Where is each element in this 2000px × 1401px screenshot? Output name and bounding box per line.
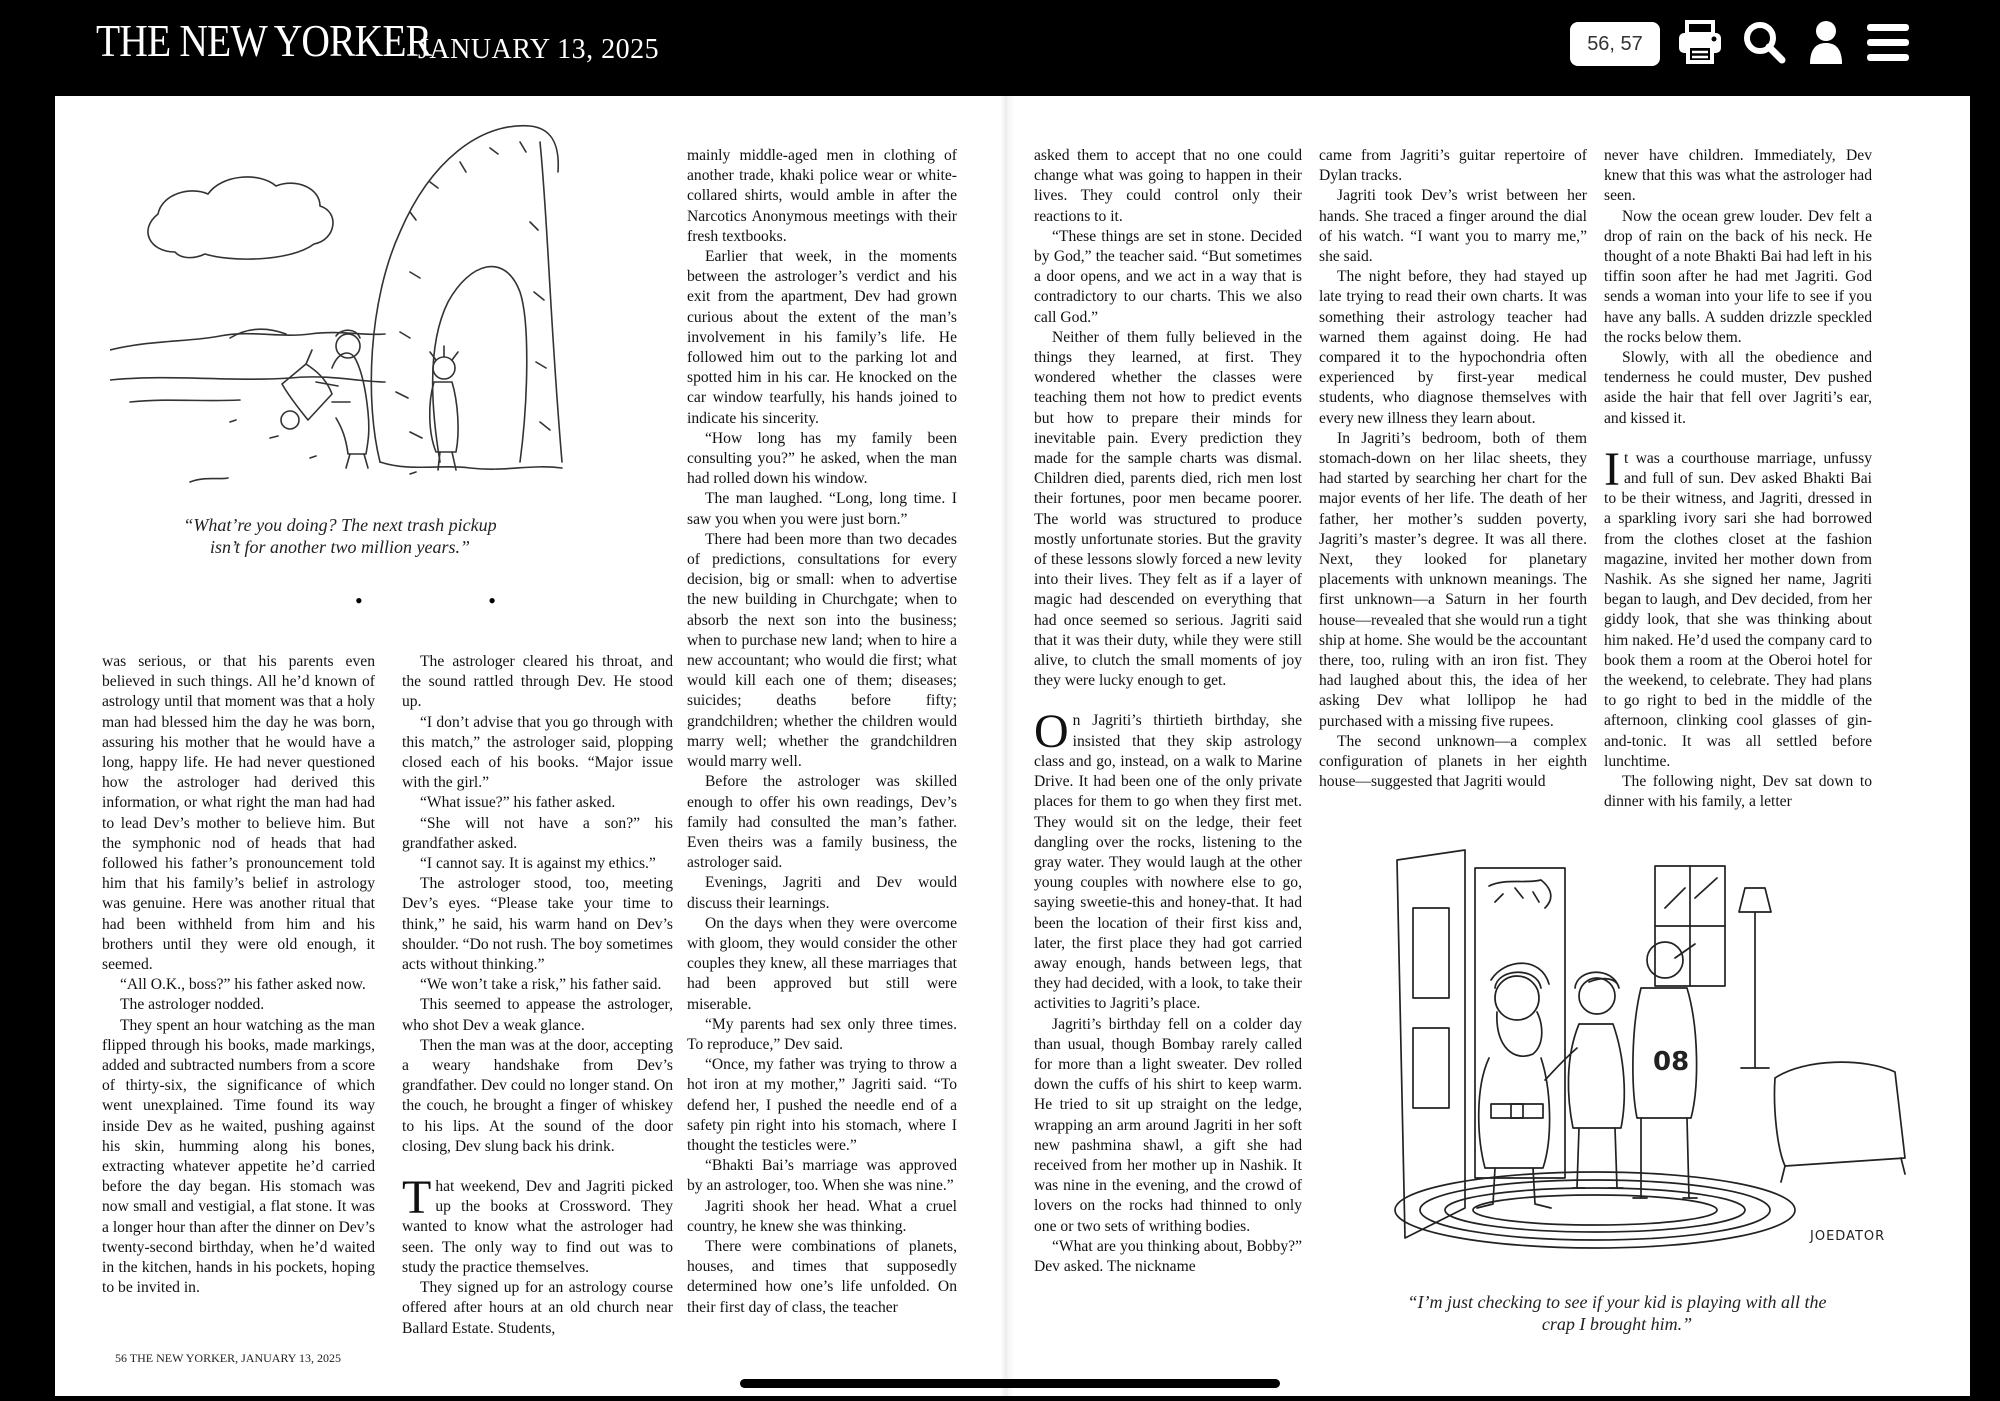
paragraph: asked them to accept that no one could change what was going to happen in their lives. They could control only their reactions to it. xyxy=(1034,147,1302,225)
paragraph: came from Jagriti’s guitar repertoire of Dylan tracks. xyxy=(1319,147,1587,185)
paragraph: Evenings, Jagriti and Dev would discuss their learnings. xyxy=(687,874,957,912)
paragraph: “I don’t advise that you go through with this match,” the astrologer said, plopping closed each of his books. “Major issue with the girl.” xyxy=(402,713,673,792)
magazine-spread xyxy=(55,96,1970,1396)
paragraph: “How long has my family been consulting you?” he asked, when the man had rolled down his window. xyxy=(687,429,957,488)
paragraph: “Bhakti Bai’s marriage was approved by an astrologer, too. When she was nine.” xyxy=(687,1157,957,1195)
paragraph: This seemed to appease the astrologer, who shot Dev a weak glance. xyxy=(402,996,673,1034)
paragraph: mainly middle-aged men in clothing of another trade, khaki police wear or white-collared shirts, would amble in after the Narcotics Anonymous meetings with their fresh textbooks. xyxy=(687,147,957,245)
paragraph: They spent an hour watching as the man flipped through his books, made markings, added and subtracted numbers from a score of thirty-six, the significance of which went unexplained. Time found its way inside Dev as he waited, pushing against his skin, humming along his bones, extracting whatever appetite he’d carried before the day began. His stomach was now small and vestigial, a flat stone. It was a longer hour than after the dinner on Dev’s twenty-second birthday, when he’d waited in the kitchen, hands in his pockets, hoping to be invited in. xyxy=(102,1016,375,1297)
paragraph: Before the astrologer was skilled enough to offer his own readings, Dev’s family had consulted the man’s father. Even theirs was a family business, the astrologer said. xyxy=(687,773,957,872)
search-icon[interactable] xyxy=(1740,18,1788,66)
paragraph: It was a courthouse marriage, unfussy and full of sun. Dev asked Bhakti Bai to be their witness, and Jagriti, dressed in a sparkling ivory sari she had borrowed from the clothes closet at the fashion magazine, invited her mother down from Nashik. As she signed her name, Jagriti began to laugh, and Dev decided, from her giddy look, that she was thinking about him naked. He’d used the company card to book them a room at the Oberoi hotel for the weekend, to celebrate. They had plans to go right to bed in the middle of the afternoon, clinking cool glasses of gin-and-tonic. It was all settled before lunchtime. xyxy=(1604,442,1872,770)
paragraph: The astrologer nodded. xyxy=(120,996,265,1014)
paragraph: They signed up for an astrology course offered after hours at an old church near Ballard Estate. Students, xyxy=(402,1279,673,1337)
paragraph: “All O.K., boss?” his father asked now. xyxy=(120,976,366,994)
paragraph: Jagriti’s birthday fell on a colder day than usual, though Bombay rarely called for more than a light sweater. Dev rolled down the cuffs of his shirt to keep warm. He tried to sit up straight on the ledge, wrapping an arm around Jagriti in her soft new pashmina shawl, a gift she had received from her mother up in Nashik. It was nine in the evening, and the crowd of lovers on the rocks had thinned to only one or two sets of writhing bodies. xyxy=(1034,1015,1302,1235)
paragraph: Jagriti took Dev’s wrist between her hands. She traced a finger around the dial of his watch. “I want you to marry me,” she said. xyxy=(1319,187,1587,266)
reader-top-bar xyxy=(0,0,2000,96)
paragraph: In Jagriti’s bedroom, both of them stomach-down on her lilac sheets, they had started by searching her chart for the major events of her life. The death of her father, her mother’s sudden poverty, Jagriti’s master’s degree. It was all there. Next, they looked for planetary placements with unknown meanings. The first unknown—a Saturn in her fourth house—revealed that she would run a tight ship at home. She would be the accountant there, too, ruling with an iron fist. They had laughed about this, the idea of her asking Dev what lollipop he had purchased with a missing five rupees. xyxy=(1319,429,1587,730)
paragraph: On Jagriti’s thirtieth birthday, she insisted that they skip astrology class and go, instead, on a walk to Marine Drive. It had been one of the only private places for them to go when they first met. They would sit on the ledge, their feet dangling over the rocks, listening to the gray water. They would laugh at the other young couples with nowhere else to go, saying sweetie-this and honey-that. It had been the location of their first kiss and, later, the first place they had got carried away enough, hands between legs, that they had decided, with a look, to take their activities to Jagriti’s place. xyxy=(1034,705,1302,1013)
paragraph: Then the man was at the door, accepting a weary handshake from Dev’s grandfather. Dev could no longer stand. On the couch, he brought a finger of whiskey to his lips. At the sound of the door closing, Dev slung back his drink. xyxy=(402,1036,673,1155)
left-page xyxy=(55,96,1007,1396)
paragraph: Earlier that week, in the moments between the astrologer’s verdict and his exit from the apartment, Dev had grown curious about the extent of the man’s involvement in his family’s life. He followed him out to the parking lot and spotted him in his car. He knocked on the car window tearfully, his hands joined to indicate his sincerity. xyxy=(687,248,957,427)
paragraph: The night before, they had stayed up late trying to read their own charts. It was something their astrology teacher had warned them against doing. He had compared it to the hypochondria often experienced by first-year medical students, who diagnose themselves with every new illness they learn about. xyxy=(1319,268,1587,427)
paragraph: Jagriti shook her head. What a cruel country, he knew she was thinking. xyxy=(687,1197,957,1235)
article-column-5 xyxy=(1319,146,1587,793)
paragraph: There were combinations of planets, houses, and times that supposedly determined how one’s life unfolded. On their first day of class, the teacher xyxy=(687,1237,957,1316)
paragraph: never have children. Immediately, Dev knew that this was what the astrologer had seen. xyxy=(1604,147,1872,205)
paragraph: Slowly, with all the obedience and tenderness he could muster, Dev pushed aside the hair that fell over Jagriti’s ear, and kissed it. xyxy=(1604,349,1872,427)
paragraph: was serious, or that his parents even believed in such things. All he’d known of astrology until that moment was that a holy man had blessed him the day he was born, assuring his mother that he would have a long, happy life. He had never questioned how the astrologer had derived this information, or what right the man had had to lead Dev’s mother to believe him. But the symphonic nod of heads that had followed his father’s pronouncement told him that his family’s belief in astrology was genuine. Here was another ritual that had been withheld from him and his brothers until they were old enough, it seemed. xyxy=(102,653,375,974)
paragraph: The following night, Dev sat down to dinner with his family, a letter xyxy=(1604,773,1872,811)
paragraph: Neither of them fully believed in the things they learned, at first. They wondered whether the classes were teaching them not how to predict events but how to prepare their minds for inevitable pain. Every prediction they made for the sample charts was dismal. Children died, parents died, rich men lost their fortunes, poor men became poorer. The world was structured to produce mostly unfortunate stories. But the gravity of these lessons slowly forced a new levity into their lives. They felt as if a layer of magic had descended on everything that had once seemed so serious. Jagriti said that it was their duty, while they were still alive, to clutch the small moments of joy they were lucky enough to get. xyxy=(1034,328,1302,690)
article-column-1 xyxy=(102,652,375,1299)
paragraph: “We won’t take a risk,” his father said. xyxy=(420,976,662,994)
cartoon-santa-door xyxy=(1365,848,1925,1268)
jersey-number: 08 xyxy=(1653,1047,1690,1077)
cartoon-caption-right: “I’m just checking to see if your kid is playing with all the crap I brought him.” xyxy=(1407,1292,1827,1334)
paragraph: The astrologer cleared his throat, and the sound rattled through Dev. He stood up. xyxy=(402,653,673,711)
magazine-logo[interactable]: THE NEW YORKER xyxy=(96,15,432,66)
menu-icon[interactable] xyxy=(1864,18,1912,66)
cartoon-signature: JOEDATOR xyxy=(1810,1229,1886,1244)
paragraph: “What issue?” his father asked. xyxy=(420,794,616,812)
paragraph: The second unknown—a complex configuration of planets in her eighth house—suggested that Jagriti would xyxy=(1319,732,1587,791)
page-indicator[interactable]: 56, 57 xyxy=(1570,22,1660,66)
cartoon-caption-left: “What’re you doing? The next trash pickup isn’t for another two million years.” xyxy=(183,515,497,557)
page-scrollbar[interactable] xyxy=(740,1379,1280,1388)
print-icon[interactable] xyxy=(1676,18,1724,66)
paragraph: “My parents had sex only three times. To reproduce,” Dev said. xyxy=(687,1015,957,1053)
paragraph: On the days when they were overcome with gloom, they would consider the other couples they knew, all these marriages that had been approved but still were miserable. xyxy=(687,914,957,1013)
right-page xyxy=(1007,96,1970,1396)
paragraph: “I cannot say. It is against my ethics.” xyxy=(420,855,656,873)
paragraph: “Once, my father was trying to throw a hot iron at my mother,” Jagriti said. “To defend her, I pushed the needle end of a safety pin right into his stomach, where I thought the testicles were.” xyxy=(687,1056,957,1154)
user-icon[interactable] xyxy=(1802,18,1850,66)
paragraph: “These things are set in stone. Decided by God,” the teacher said. “But sometimes a door opens, and we act in a way that is contradictory to our charts. This we also call God.” xyxy=(1034,227,1302,326)
article-column-4 xyxy=(1034,146,1302,1277)
paragraph: There had been more than two decades of predictions, consultations for every decision, big or small: when to advertise the new building in Churchgate; when to absorb the next son into the business; when to purchase new land; when to hire a new accountant; who would die first; what would kill each one of them; diseases; suicides; deaths before fifty; grandchildren; whether the children would marry well; whether the grandchildren would marry well. xyxy=(687,530,957,771)
article-column-6 xyxy=(1604,146,1872,813)
article-column-2 xyxy=(402,652,673,1339)
section-break-dots: • • xyxy=(355,588,556,613)
paragraph: The man laughed. “Long, long time. I saw you when you were just born.” xyxy=(687,490,957,528)
paragraph: The astrologer stood, too, meeting Dev’s eyes. “Please take your time to think,” he said, his warm hand on Dev’s shoulder. “Do not rush. The boy sometimes acts without thinking.” xyxy=(402,875,673,974)
paragraph: “She will not have a son?” his grandfather asked. xyxy=(402,814,673,852)
article-column-3 xyxy=(687,146,957,1318)
paragraph: “What are you thinking about, Bobby?” Dev asked. The nickname xyxy=(1034,1237,1302,1275)
paragraph: Now the ocean grew louder. Dev felt a drop of rain on the back of his neck. He thought of a note Bhakti Bai had left in his tiffin soon after he had met Jagriti. God sends a woman into your life to see if you have any balls. A sudden drizzle speckled the rocks below them. xyxy=(1604,207,1872,346)
issue-date: JANUARY 13, 2025 xyxy=(418,34,660,65)
page-folio-left: 56 THE NEW YORKER, JANUARY 13, 2025 xyxy=(115,1351,342,1365)
paragraph: That weekend, Dev and Jagriti picked up the books at Crossword. They wanted to know what the astrologer had seen. The only way to find out was to study the practice themselves. xyxy=(402,1171,673,1276)
cartoon-caveman-trash xyxy=(110,102,570,522)
